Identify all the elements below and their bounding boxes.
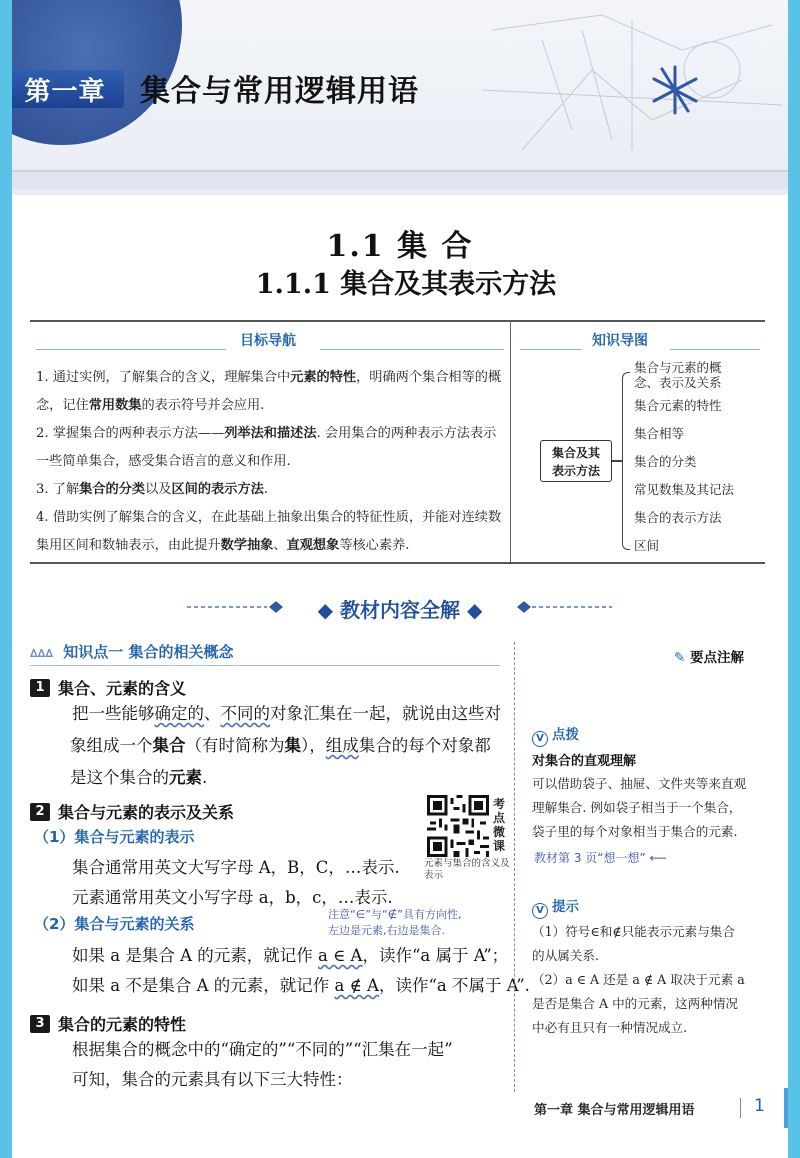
side-heading: [674, 646, 744, 666]
map-heading: 知识导图: [592, 333, 648, 349]
subheading-relation: （2）集合与元素的关系: [34, 915, 195, 933]
page-number: 1: [754, 1096, 765, 1116]
subsection-title: 集合的元素的特性: [58, 1015, 187, 1034]
goal-item: [36, 420, 504, 476]
subsection-heading-1: [30, 676, 186, 699]
text-run: .: [202, 768, 208, 787]
lightbulb-icon: V: [532, 731, 548, 747]
wavy-underlined-term: 不同的: [220, 704, 270, 723]
map-item: 集合元素的特性: [634, 398, 722, 413]
tip-line: 是否是集合 A 中的元素，这两种情况: [532, 996, 739, 1011]
lightbulb-icon: V: [532, 903, 548, 919]
pen-icon: ✎: [674, 650, 686, 666]
map-item: 集合的分类: [634, 454, 697, 469]
subheading-representation: （1）集合与元素的表示: [34, 828, 195, 846]
text-run: ），: [301, 736, 326, 755]
subsection-heading-3: [30, 1012, 186, 1035]
goals-heading: 目标导航: [240, 333, 296, 349]
map-item-line: 集合与元素的概: [634, 360, 722, 375]
subsection-title: 集合、元素的含义: [58, 679, 187, 698]
text-run: 对象汇集在一起，就说由这些对: [270, 704, 501, 723]
tip-line: 可以借助袋子、抽屉、文件夹等来直观: [532, 776, 747, 791]
text-run: （有时简称为: [185, 736, 285, 755]
text-run: ，明确两个集合相等的概念，记住: [36, 370, 502, 413]
text-run: 的表示符号并会应用.: [141, 398, 265, 413]
text-run: ，读作“a 属于 A”；: [362, 946, 509, 965]
text-run: 以及: [145, 482, 172, 497]
goal-item: [36, 476, 504, 504]
map-item: 集合相等: [634, 426, 685, 441]
bold-term: 区间的表示方法: [171, 482, 264, 497]
knowledge-point-label: 知识点一 集合的相关概念: [63, 643, 234, 661]
bold-term: 列举法和描述法: [224, 426, 317, 441]
page: [12, 0, 788, 1158]
tip-body: [532, 772, 772, 844]
bold-term: 集合的分类: [79, 482, 146, 497]
banner-text: 教材内容全解: [340, 598, 460, 622]
text-run: 把一些能够: [72, 704, 155, 723]
handwritten-line: 左边是元素,右边是集合.: [328, 924, 445, 937]
number-badge: 3: [30, 1015, 50, 1033]
paragraph-features-2: 可知，集合的元素具有以下三大特性：: [72, 1070, 353, 1089]
arrow-left-icon: ⟵: [649, 851, 667, 865]
map-item: 集合的表示方法: [634, 510, 722, 525]
goals-head-rule-left: [36, 349, 226, 350]
bold-term: 直观想象: [286, 538, 340, 553]
map-root-line: 表示方法: [551, 464, 600, 478]
number-badge: 1: [30, 679, 50, 697]
map-item: 常见数集及其记法: [634, 482, 735, 497]
text-run: 1. 通过实例，了解集合的含义，理解集合中: [36, 370, 291, 385]
section-subtitle: 1.1.1 集合及其表示方法: [255, 269, 557, 300]
wavy-underlined-term: a ∈ A: [317, 946, 363, 965]
map-item: [634, 358, 764, 392]
subsection-title: 集合与元素的表示及关系: [58, 803, 235, 822]
tip-line: （2）a ∈ A 还是 a ∉ A 取决于元素 a: [532, 972, 745, 987]
chapter-title: 集合与常用逻辑用语: [140, 74, 419, 109]
knowledge-point-heading: [30, 641, 233, 662]
map-root-line: 集合及其: [551, 446, 600, 460]
tip-body: [532, 920, 772, 1040]
paragraph-belongs: [72, 940, 508, 972]
tip-line: 袋子里的每个对象相当于集合的元素.: [532, 824, 738, 839]
tip-line: 中必有且只有一种情况成立.: [532, 1020, 688, 1035]
map-root-node: [540, 440, 612, 482]
goal-item: [36, 504, 504, 560]
bold-term: 元素: [169, 768, 202, 787]
wavy-underlined-term: a ∉ A: [334, 976, 379, 995]
text-run: 等核心素养.: [339, 538, 410, 553]
star-icon: [640, 55, 710, 125]
chapter-header: [12, 0, 788, 195]
header-band: [12, 172, 788, 190]
handwritten-reference: [534, 850, 667, 866]
bold-term: 集: [284, 736, 301, 755]
wavy-underlined-term: 组成: [325, 736, 359, 755]
text-run: 如果 a 是集合 A 的元素，就记作: [72, 946, 318, 965]
wavy-underlined-term: 确定的: [154, 704, 204, 723]
text-run: . 会用集合的两种表示方法表示一些简单集合，感受集合语言的意义和作用.: [36, 426, 497, 469]
paragraph-element-notation: 元素通常用英文小写字母 a，b，c，…表示.: [72, 888, 393, 907]
bold-term: 数学抽象: [220, 538, 274, 553]
map-bracket: [622, 372, 630, 550]
goals-head-rule-right: [320, 349, 504, 350]
goals-and-map-box: [30, 320, 765, 564]
handwritten-line: 注意“∈”与“∉”具有方向性,: [328, 908, 462, 921]
footer-separator: [740, 1098, 741, 1118]
map-item: 区间: [634, 538, 660, 553]
bold-term: 常用数集: [88, 398, 142, 413]
text-run: 、: [273, 538, 287, 553]
text-run: 是这个集合的: [70, 768, 169, 787]
text-run: 象组成一个: [70, 736, 153, 755]
box-divider: [510, 322, 511, 562]
bold-term: 元素的特性: [290, 370, 357, 385]
tip-subtitle: 对集合的直观理解: [532, 754, 637, 769]
tip-heading-dianbo: [532, 723, 579, 747]
text-run: 集合的每个对象都: [358, 736, 491, 755]
goals-list: [36, 364, 504, 560]
footer-chapter: 第一章 集合与常用逻辑用语: [534, 1103, 695, 1118]
tip-title: 提示: [552, 899, 579, 915]
map-head-rule-left: [520, 349, 582, 350]
tip-line: 的从属关系.: [532, 948, 599, 963]
text-run: 3. 了解: [36, 482, 80, 497]
tip-title: 点拨: [552, 727, 579, 743]
goal-item: [36, 364, 504, 420]
side-heading-label: 要点注解: [690, 650, 745, 666]
footer-accent: [784, 1088, 788, 1128]
subsection-heading-2: [30, 800, 234, 823]
section-banner: ◆ 教材内容全解 ◆: [317, 598, 483, 622]
qr-code[interactable]: [427, 795, 489, 857]
handwritten-line: 教材第 3 页“想一想”: [534, 851, 646, 865]
qr-caption: 元素与集合的含义及表示: [424, 858, 510, 881]
text-run: 4. 借助实例了解集合的含义，在此基础上抽象出集合的特征性质，并能对连续数集用区间和数轴表示，由此提升: [36, 510, 502, 553]
paragraph-not-belongs: [72, 970, 530, 1002]
map-connector: [612, 460, 622, 462]
section-title: 1.1 集 合: [326, 229, 474, 264]
column-divider: [514, 642, 515, 1092]
text-run: ，读作“a 不属于 A”.: [378, 976, 530, 995]
text-run: 如果 a 不是集合 A 的元素，就记作: [72, 976, 335, 995]
text-run: 、: [204, 704, 221, 723]
text-run: 2. 掌握集合的两种表示方法——: [36, 426, 225, 441]
handwritten-note: [328, 907, 461, 939]
paragraph-definition: [72, 698, 512, 794]
tip-line: 理解集合. 例如袋子相当于一个集合，: [532, 800, 742, 815]
decorative-sketch: [482, 10, 782, 160]
text-run: .: [263, 482, 268, 497]
bold-term: 集合: [152, 736, 186, 755]
tip-line: （1）符号∈和∉只能表示元素与集合: [532, 924, 735, 939]
chapter-tag: 第一章: [12, 70, 124, 108]
tip-heading-tishi: [532, 895, 579, 919]
number-badge: 2: [30, 803, 50, 821]
knowledge-point-icon: ∆∆∆: [30, 647, 53, 660]
paragraph-features-1: 根据集合的概念中的“确定的”“不同的”“汇集在一起”: [72, 1040, 453, 1059]
map-item-line: 念、表示及关系: [634, 375, 722, 390]
qr-side-label: 考点微课: [493, 797, 506, 853]
map-head-rule-right: [670, 349, 760, 350]
paragraph-set-notation: 集合通常用英文大写字母 A，B，C，…表示.: [72, 858, 400, 877]
map-items: [634, 358, 764, 560]
knowledge-point-rule: [30, 665, 500, 666]
